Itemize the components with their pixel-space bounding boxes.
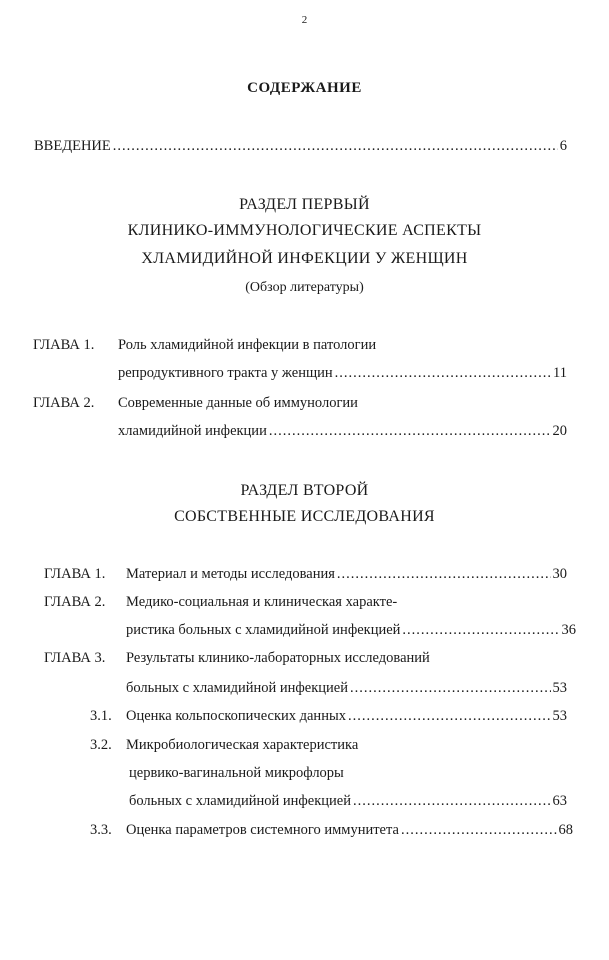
leader-dots (348, 708, 551, 725)
chapter-title-line2: больных с хламидийной инфекцией (126, 680, 348, 696)
toc-page-number: 53 (552, 680, 567, 696)
toc-entry-part2-ch1 (126, 566, 567, 583)
toc-page-number: 63 (552, 793, 567, 809)
toc-entry-part2-ch3 (126, 680, 567, 697)
toc-entry-part2-ch2 (126, 622, 576, 639)
chapter-label: ГЛАВА 3. (44, 650, 106, 666)
toc-entry-intro (34, 138, 567, 155)
subsection-title-line1: Оценка параметров системного иммунитета (126, 822, 399, 838)
chapter-label: ГЛАВА 1. (33, 337, 95, 353)
leader-dots (401, 822, 557, 839)
subsection-title-line3: больных с хламидийной инфекцией (129, 793, 351, 809)
chapter-title-line1: Современные данные об иммунологии (118, 395, 358, 411)
part1-heading: РАЗДЕЛ ПЕРВЫЙ (239, 196, 370, 213)
toc-entry-part1-ch2 (118, 423, 567, 440)
chapter-title-line1: Роль хламидийной инфекции в патологии (118, 337, 377, 353)
leader-dots (353, 793, 551, 810)
chapter-title-line1: Медико-социальная и клиническая характе- (126, 594, 398, 610)
part1-subtitle-line2: ХЛАМИДИЙНОЙ ИНФЕКЦИИ У ЖЕНЩИН (141, 250, 468, 267)
part2-heading: РАЗДЕЛ ВТОРОЙ (240, 482, 369, 499)
leader-dots (402, 622, 559, 639)
chapter-title-line2: репродуктивного тракта у женщин (118, 365, 333, 381)
toc-entry-3-1 (126, 708, 567, 725)
toc-page-number: 6 (559, 138, 567, 154)
toc-page-number: 30 (552, 566, 567, 582)
leader-dots (113, 138, 558, 155)
chapter-label: ГЛАВА 2. (44, 594, 106, 610)
toc-entry-label: ВВЕДЕНИЕ (34, 138, 111, 154)
subsection-title-line1: Оценка кольпоскопических данных (126, 708, 346, 724)
toc-page-number: 11 (553, 365, 567, 381)
chapter-label: ГЛАВА 2. (33, 395, 95, 411)
toc-entry-3-2 (129, 793, 567, 810)
toc-page-number: 20 (552, 423, 567, 439)
toc-page-number: 36 (561, 622, 576, 638)
part1-note: (Обзор литературы) (245, 280, 364, 295)
subsection-number: 3.2. (90, 737, 112, 753)
chapter-label: ГЛАВА 1. (44, 566, 106, 582)
toc-page-number: 68 (558, 822, 573, 838)
leader-dots (337, 566, 551, 583)
subsection-title-line2: цервико-вагинальной микрофлоры (129, 765, 344, 781)
leader-dots (269, 423, 551, 440)
toc-page-number: 53 (552, 708, 567, 724)
subsection-number: 3.3. (90, 822, 112, 838)
part1-subtitle-line1: КЛИНИКО-ИММУНОЛОГИЧЕСКИЕ АСПЕКТЫ (127, 222, 482, 239)
toc-entry-3-3 (126, 822, 573, 839)
toc-entry-part1-ch1 (118, 365, 567, 382)
page-number: 2 (301, 14, 308, 26)
chapter-title-line2: ристика больных с хламидийной инфекцией (126, 622, 401, 638)
subsection-number: 3.1. (90, 708, 112, 724)
chapter-title-line2: хламидийной инфекции (118, 423, 267, 439)
part2-subtitle: СОБСТВЕННЫЕ ИССЛЕДОВАНИЯ (174, 508, 435, 525)
leader-dots (350, 680, 551, 697)
subsection-title-line1: Микробиологическая характеристика (126, 737, 359, 753)
leader-dots (335, 365, 551, 382)
page-title: СОДЕРЖАНИЕ (247, 80, 362, 96)
chapter-title-line1: Материал и методы исследования (126, 566, 335, 582)
chapter-title-line1: Результаты клинико-лабораторных исследований (126, 650, 430, 666)
